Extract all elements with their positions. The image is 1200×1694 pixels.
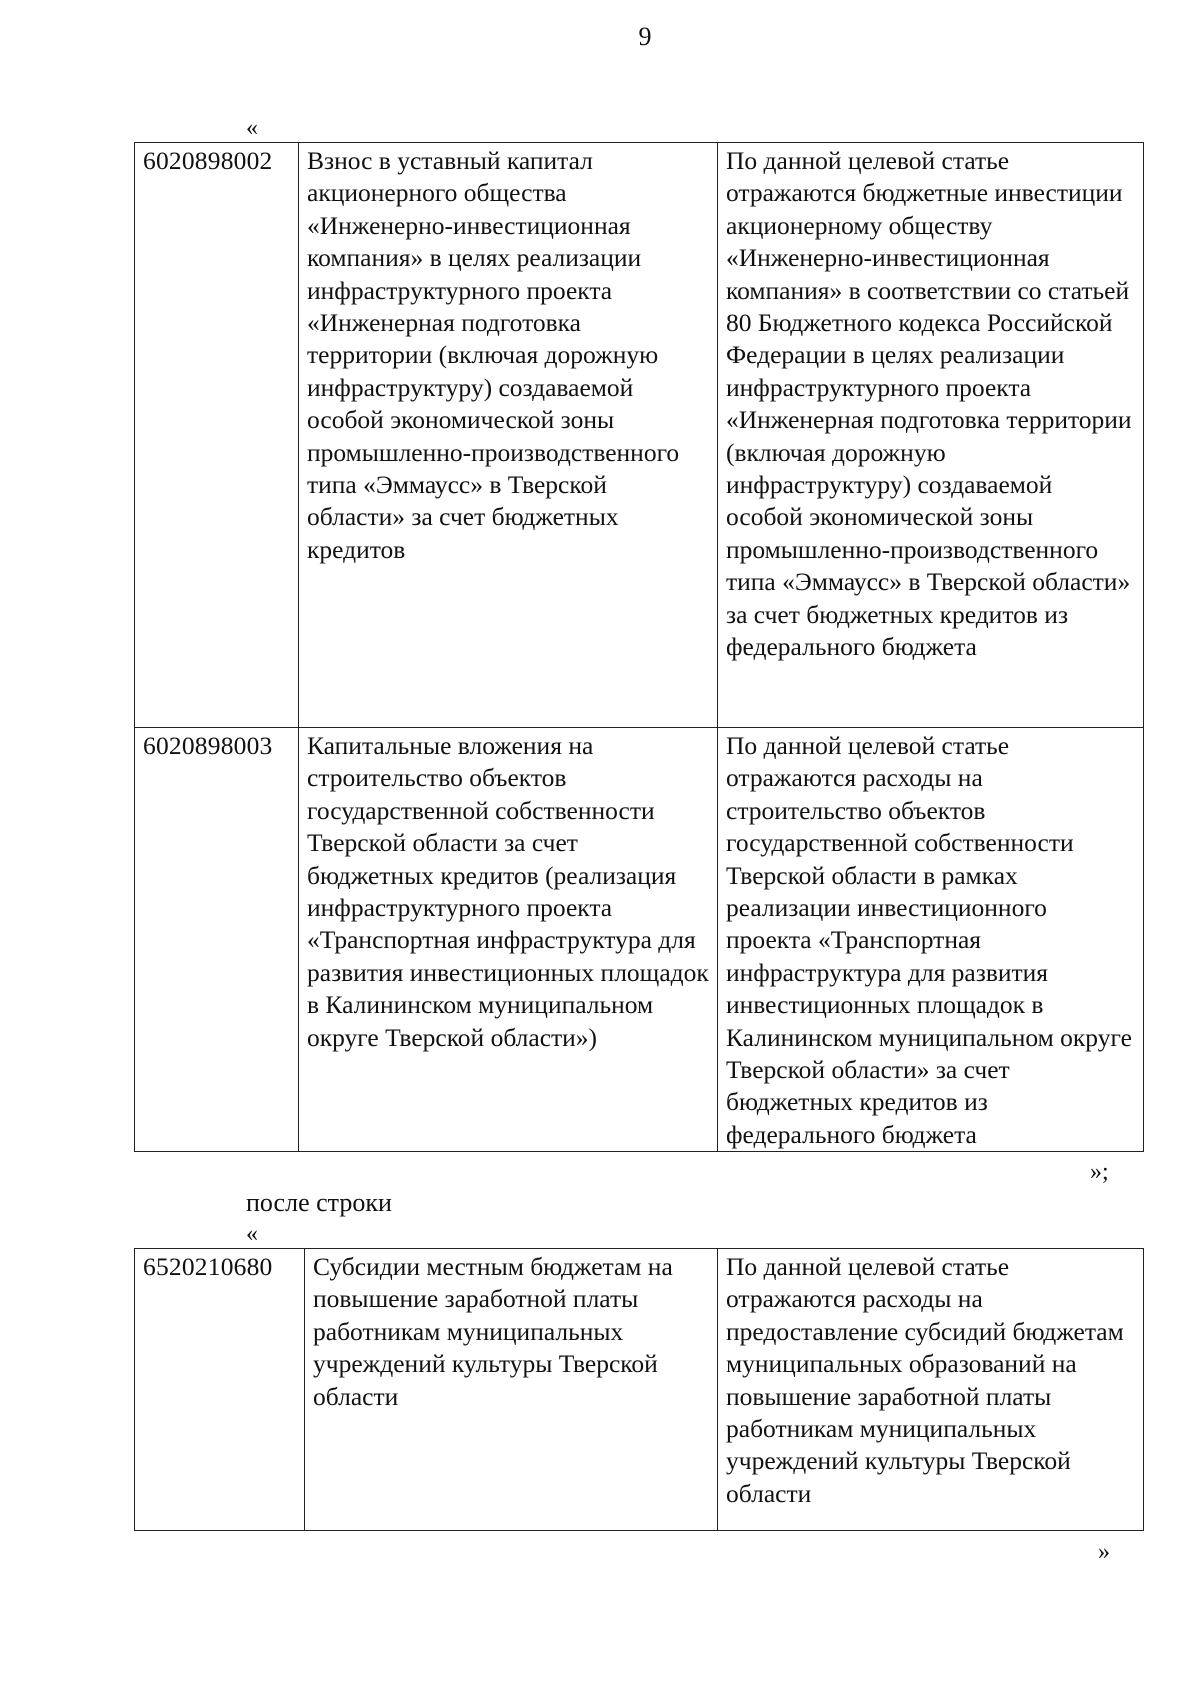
opening-quote-2: « (246, 1221, 258, 1247)
closing-quote-1: »; (1090, 1159, 1109, 1185)
budget-items-table-1 (134, 142, 1144, 1152)
opening-quote-1: « (246, 115, 258, 141)
after-row-text: после строки (246, 1188, 392, 1217)
page-number: 9 (638, 22, 652, 51)
code-cell: 6020898002 (135, 143, 299, 728)
code-cell: 6020898003 (135, 728, 299, 1152)
table-row (135, 1249, 1144, 1531)
name-cell: Взнос в уставный капитал акционерного общества «Инженерно-инвестиционная компания» в целях реализации инфраструктурного проекта «Инженерная подготовка территории (включая дорожную инфраструктуру) создаваемой особой экономической зоны промышленно-производственного типа «Эммаусс» в Тверской области» за счет бюджетных кредитов (299, 143, 718, 728)
table-row (135, 143, 1144, 728)
name-cell: Субсидии местным бюджетам на повышение заработной платы работникам муниципальных учреждений культуры Тверской области (305, 1249, 718, 1531)
budget-items-table-2 (134, 1248, 1144, 1531)
description-cell: По данной целевой статье отражаются расходы на предоставление субсидий бюджетам муниципальных образований на повышение заработной платы работникам муниципальных учреждений культуры Тверской области (718, 1249, 1144, 1531)
closing-quote-2: » (1098, 1539, 1110, 1565)
table-row (135, 728, 1144, 1152)
description-cell: По данной целевой статье отражаются бюджетные инвестиции акционерному обществу «Инженерно-инвестиционная компания» в соответствии со статьей 80 Бюджетного кодекса Российской Федерации в целях реализации инфраструктурного проекта «Инженерная подготовка территории (включая дорожную инфраструктуру) создаваемой особой экономической зоны промышленно-производственного типа «Эммаусс» в Тверской области» за счет бюджетных кредитов из федерального бюджета (718, 143, 1144, 728)
name-cell: Капитальные вложения на строительство объектов государственной собственности Тверской области за счет бюджетных кредитов (реализация инфраструктурного проекта «Транспортная инфраструктура для развития инвестиционных площадок в Калининском муниципальном округе Тверской области») (299, 728, 718, 1152)
description-cell: По данной целевой статье отражаются расходы на строительство объектов государственной собственности Тверской области в рамках реализации инвестиционного проекта «Транспортная инфраструктура для развития инвестиционных площадок в Калининском муниципальном округе Тверской области» за счет бюджетных кредитов из федерального бюджета (718, 728, 1144, 1152)
code-cell: 6520210680 (135, 1249, 305, 1531)
